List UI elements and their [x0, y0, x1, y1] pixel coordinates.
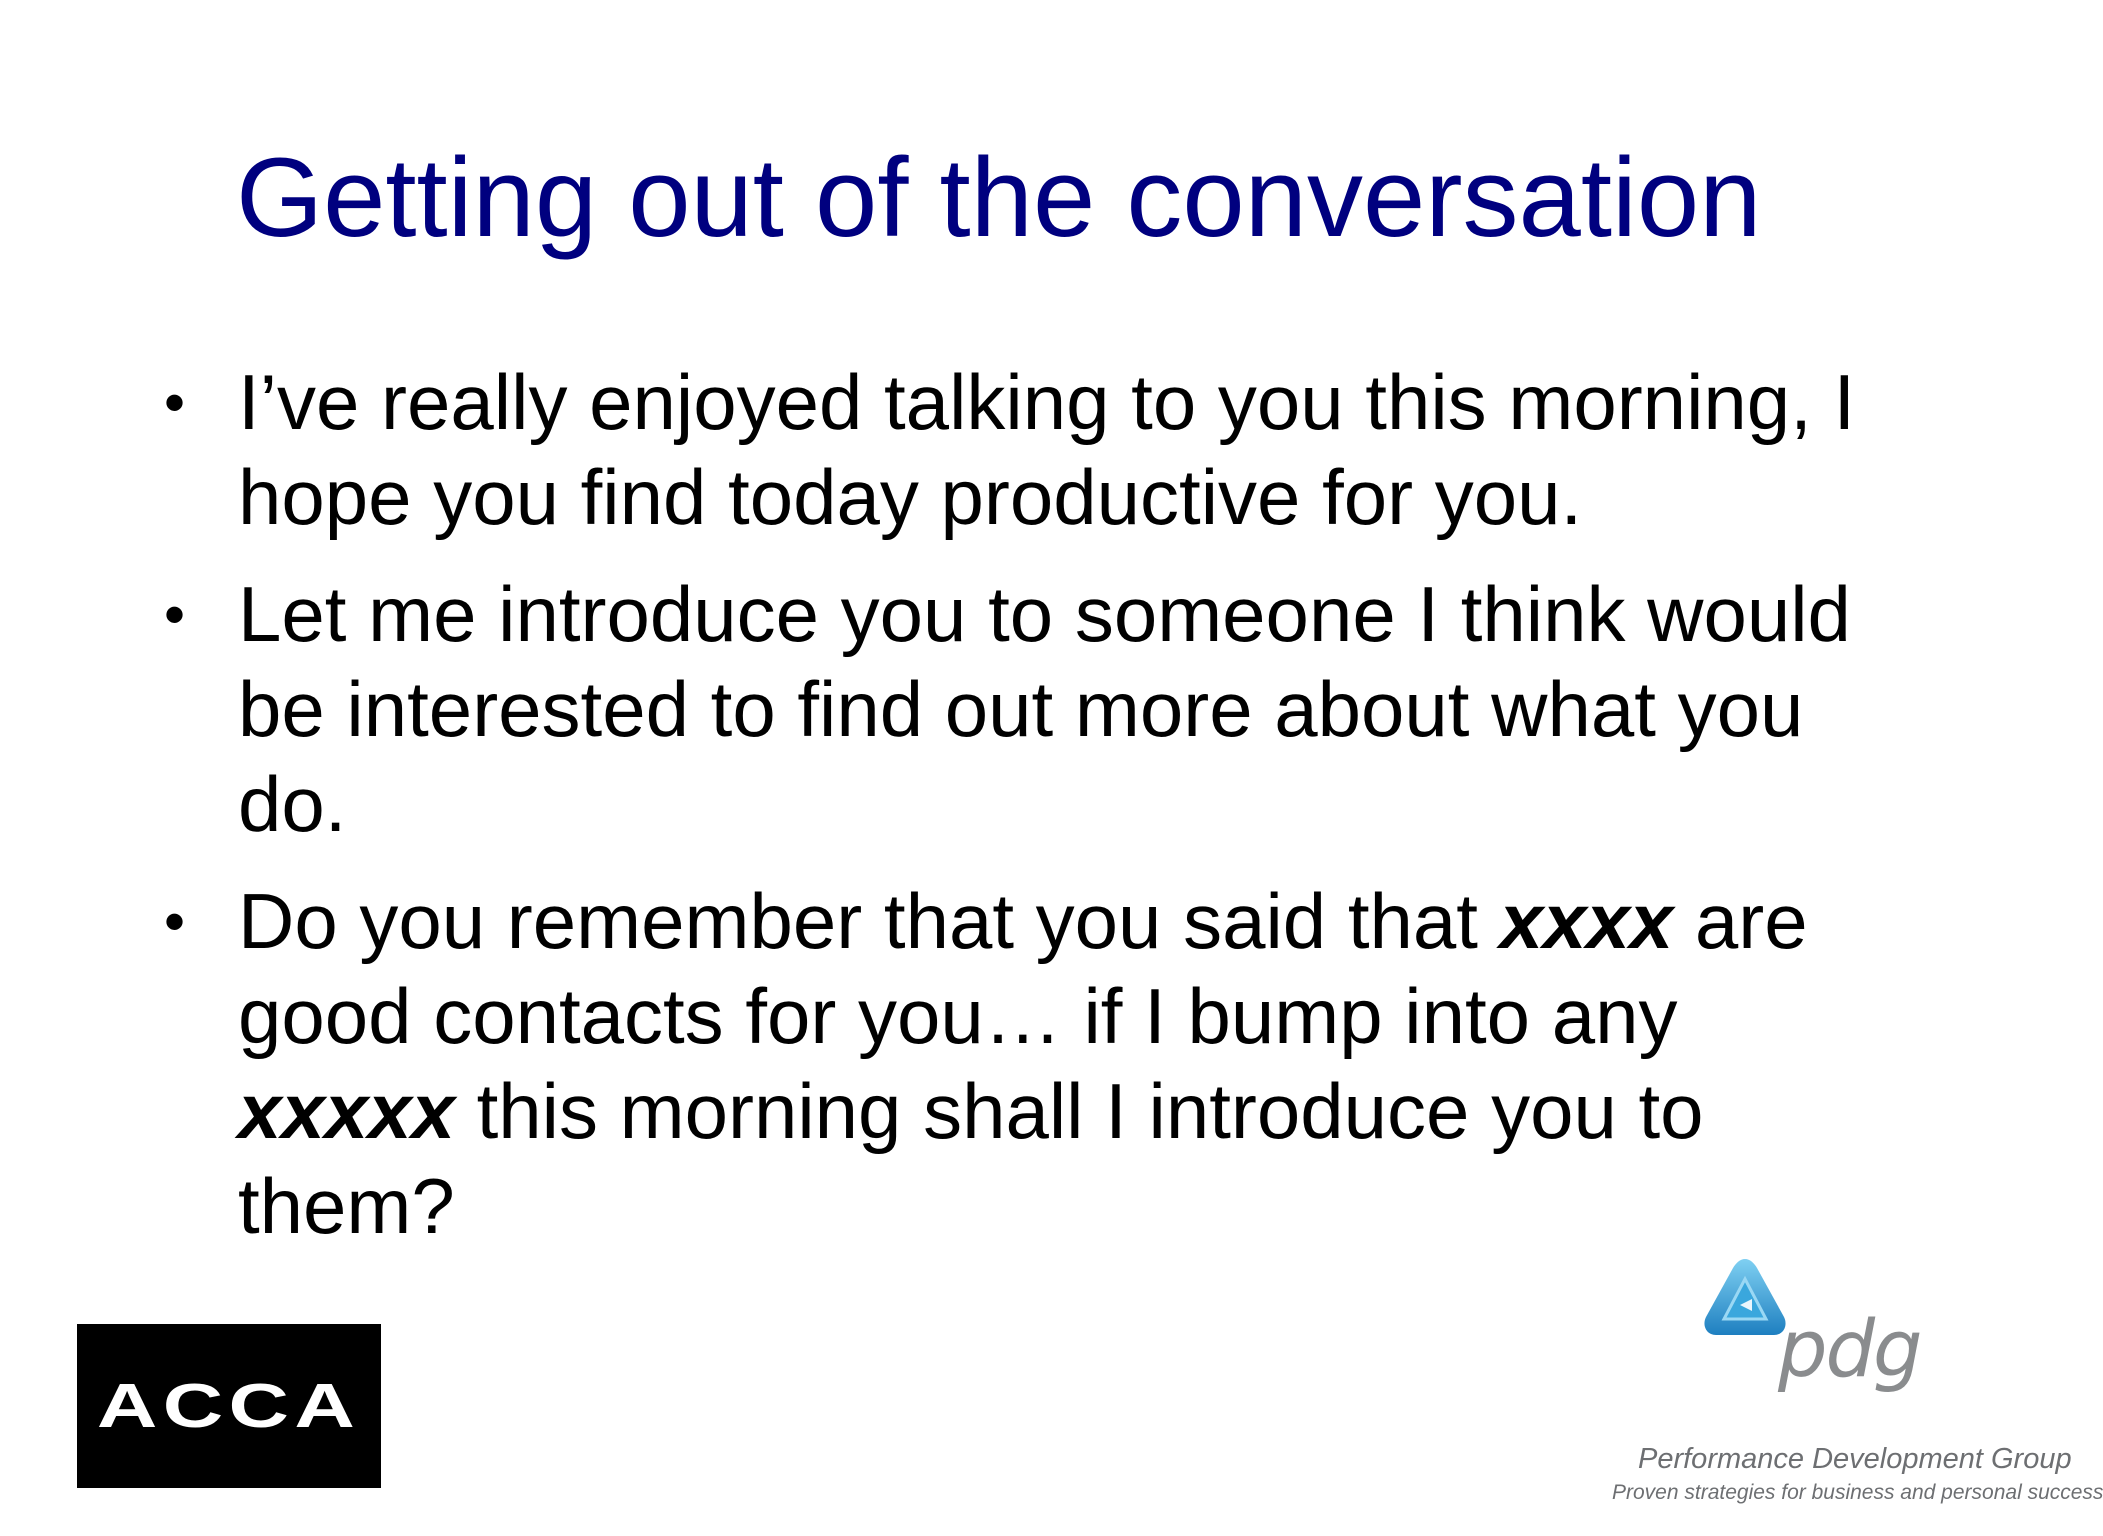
- bullet-item: [154, 355, 1914, 545]
- slide-title: Getting out of the conversation: [236, 135, 1762, 260]
- acca-logo-text: ACCA: [97, 1371, 361, 1441]
- bullet-text-part: Do you remember that you said that: [238, 877, 1500, 965]
- pdg-logo-name: Performance Development Group: [1638, 1443, 2072, 1475]
- bullet-list: [154, 355, 1914, 1276]
- bullet-text-part: this morning shall I introduce you to them?: [238, 1067, 1704, 1250]
- bullet-text: Let me introduce you to someone I think would be interested to find out more about what you do.: [238, 570, 1851, 848]
- placeholder-emphasis: xxxxx: [238, 1067, 455, 1155]
- bullet-text: I’ve really enjoyed talking to you this morning, I hope you find today productive for you.: [238, 358, 1856, 541]
- pdg-triangle-icon: [1700, 1255, 1790, 1343]
- pdg-logo-tagline: Proven strategies for business and personal success: [1612, 1481, 2103, 1504]
- bullet-item: [154, 874, 1914, 1254]
- bullet-marker: •: [164, 581, 186, 648]
- pdg-logo: [1600, 1255, 2103, 1525]
- pdg-logo-wordmark: pdg: [1778, 1305, 1921, 1395]
- bullet-text: [238, 877, 1808, 1250]
- placeholder-emphasis: xxxx: [1499, 877, 1674, 965]
- bullet-item: [154, 567, 1914, 852]
- bullet-marker: •: [164, 369, 186, 436]
- bullet-text-part: are good contacts for you… if I bump into any: [238, 877, 1808, 1060]
- bullet-marker: •: [164, 888, 186, 955]
- acca-logo: [77, 1324, 381, 1488]
